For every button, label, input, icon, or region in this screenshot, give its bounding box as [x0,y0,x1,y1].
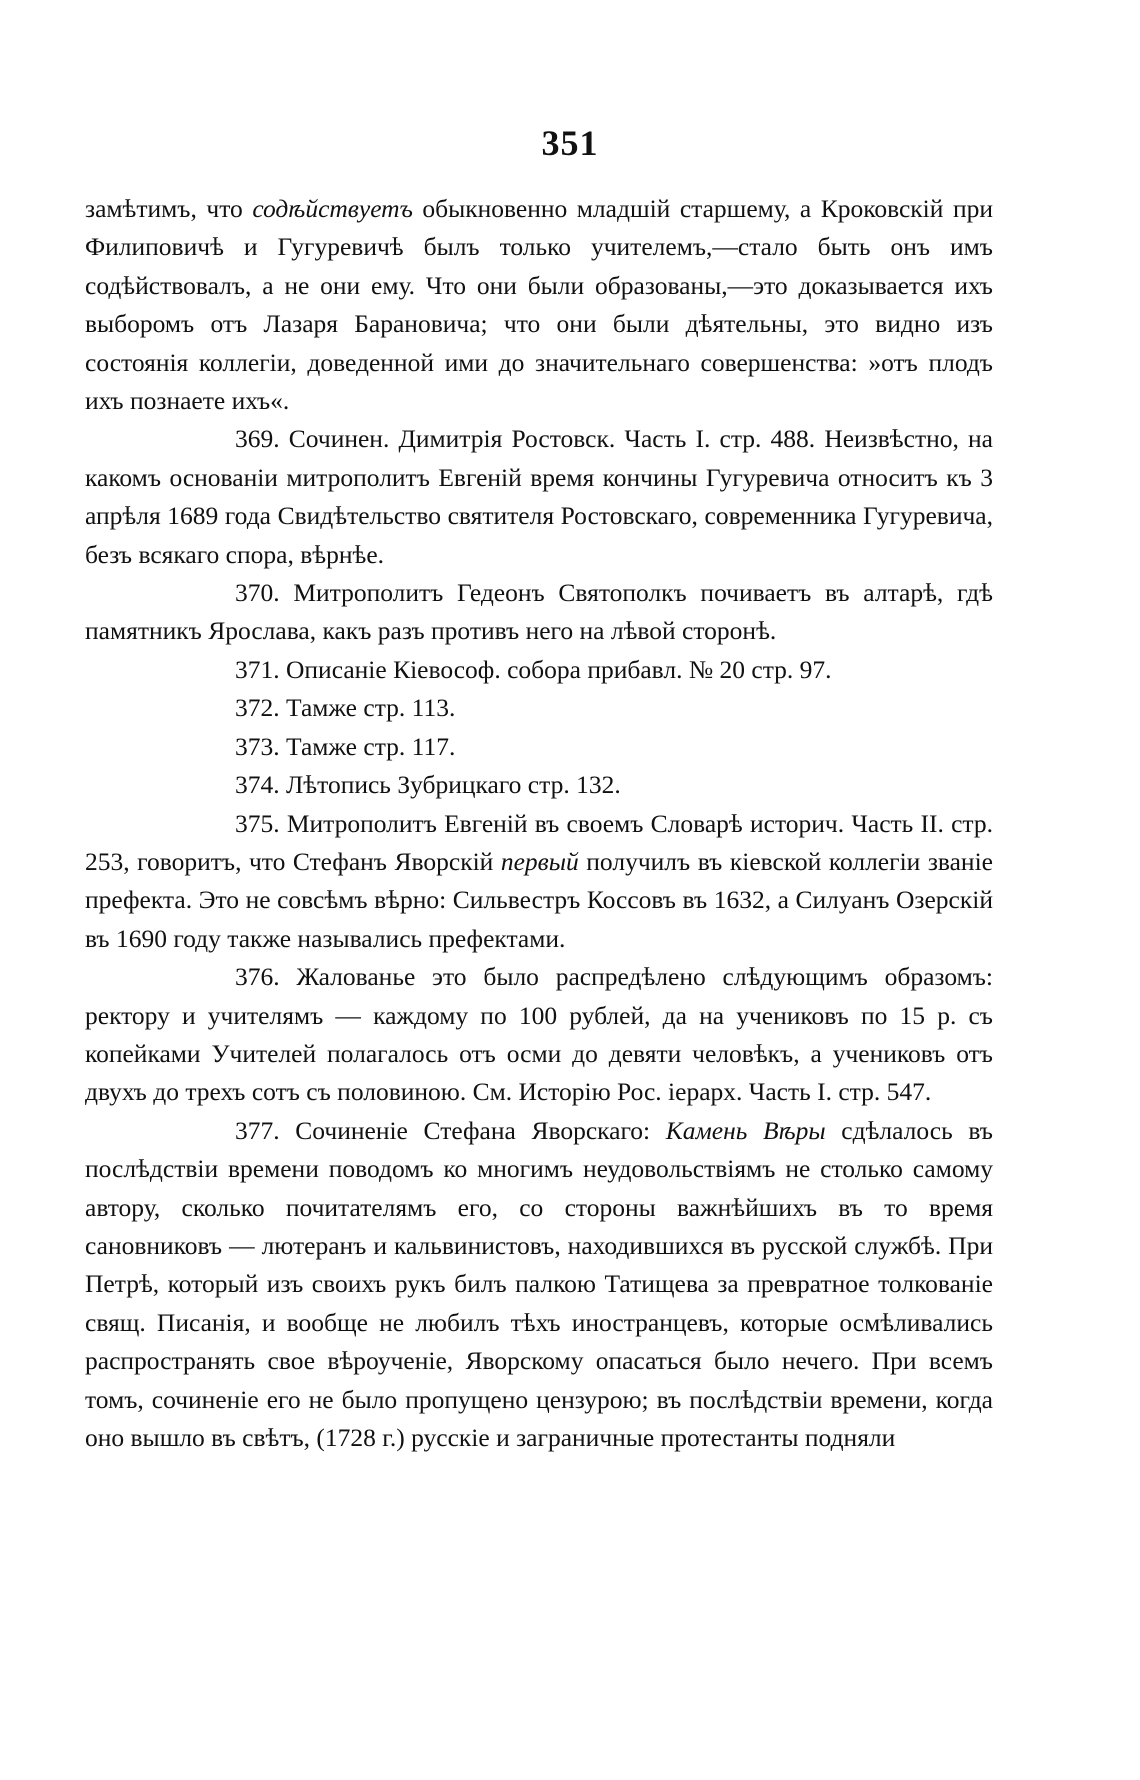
italic-run: первый [500,846,579,876]
text-run: 377. Сочиненіе Стефана Яворскаго: [235,1115,666,1145]
text-run: 371. Описаніе Кіевософ. собора прибавл. № 20 стр. 97. [235,654,832,684]
text-run: 374. Лѣтопись Зубрицкаго стр. 132. [235,770,621,800]
text-run: замѣтимъ, что [85,194,253,223]
italic-run: содѣйствуетъ [252,194,413,223]
page-number: 351 [541,123,599,163]
italic-run: Камень Вѣры [665,1115,826,1145]
text-run: 373. Тамже стр. 117. [235,731,456,761]
text-run: 372. Тамже стр. 113. [235,693,456,723]
note-377 [85,1112,993,1458]
note-371 [85,651,993,689]
note-376 [85,958,993,1112]
note-374 [85,766,993,804]
page-body [85,190,993,1457]
text-run: обыкновенно младшій старшему, а Кроковскій при Филиповичѣ и Гугуревичѣ былъ только учителемъ,—стало быть онъ имъ содѣйствовалъ, а не они ему. Что они были образованы,—это доказывается ихъ выборомъ отъ Лазаря Барановича; что они были дѣятельны, это видно изъ состоянія коллегіи, доведенной ими до значительнаго совершенства: »отъ плодъ ихъ познаете ихъ«. [85,194,993,416]
note-373 [85,728,993,766]
text-run: сдѣлалось въ послѣдствіи времени поводомъ ко многимъ неудовольствіямъ не столько самому автору, сколько почитателямъ его, со стороны важнѣйшихъ въ то время сановниковъ — лютеранъ и кальвинистовъ, находившихся въ русской службѣ. При Петрѣ, который изъ своихъ рукъ билъ палкою Татищева за превратное толкованіе свящ. Писанія, и вообще не любилъ тѣхъ иностранцевъ, которые осмѣливались распространять свое вѣроученіе, Яворскому опасаться было нечего. При всемъ томъ, сочиненіе его не было пропущено цензурою; въ послѣдствіи времени, когда оно вышло въ свѣтъ, (1728 г.) русскіе и заграничные протестанты подняли [85,1115,993,1452]
paragraph-continuation [85,190,993,420]
text-run: 375. Митрополитъ Евгеній въ своемъ Словарѣ историч. Часть II. стр. 253, говоритъ, что Стефанъ Яворскій [85,808,993,876]
note-370 [85,574,993,651]
note-375 [85,805,993,959]
text-run: 369. Сочинен. Димитрія Ростовск. Часть I. стр. 488. Неизвѣстно, на какомъ основаніи митрополитъ Евгеній время кончины Гугуревича относитъ къ 3 апрѣля 1689 года Свидѣтельство святителя Ростовскаго, современника Гугуревича, безъ всякаго спора, вѣрнѣе. [85,424,993,569]
text-run: 370. Митрополитъ Гедеонъ Святополкъ почиваетъ въ алтарѣ, гдѣ памятникъ Ярослава, какъ разъ противъ него на лѣвой сторонѣ. [85,578,993,646]
text-run: получилъ въ кіевской коллегіи званіе префекта. Это не совсѣмъ вѣрно: Сильвестръ Коссовъ въ 1632, а Силуанъ Озерскій въ 1690 году также назывались префектами. [85,846,993,953]
text-run: 376. Жалованье это было распредѣлено слѣдующимъ образомъ: ректору и учителямъ — каждому по 100 рублей, да на учениковъ по 15 р. съ копейками Учителей полагалось отъ осми до девяти человѣкъ, а учениковъ отъ двухъ до трехъ сотъ съ половиною. См. Исторію Рос. іерарх. Часть I. стр. 547. [85,962,993,1107]
note-369 [85,420,993,574]
note-372 [85,689,993,727]
